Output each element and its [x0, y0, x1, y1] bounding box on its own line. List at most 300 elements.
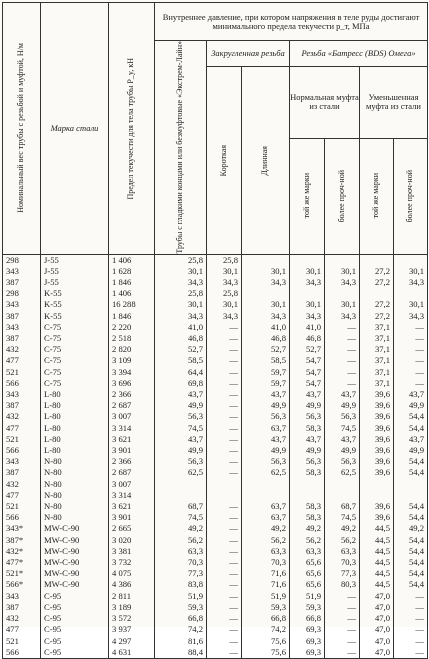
table-row [3, 624, 428, 635]
cell-long: 71,6 [242, 579, 290, 590]
cell-grade: K-55 [41, 288, 109, 299]
cell-yield: 16 288 [109, 299, 155, 310]
cell-normal-higher: 80,3 [325, 579, 360, 590]
cell-yield: 3 621 [109, 434, 155, 445]
table-row [3, 355, 428, 366]
table-row [3, 479, 428, 490]
cell-reduced-higher: — [394, 322, 428, 333]
header-round-thread: Закругленная резьба [207, 41, 290, 67]
cell-reduced-same: 37,1 [360, 355, 394, 366]
table-row [3, 467, 428, 478]
cell-normal-higher: 30,1 [325, 299, 360, 310]
cell-long: 52,7 [242, 344, 290, 355]
cell-reduced-higher: — [394, 624, 428, 635]
cell-grade: L-80 [41, 400, 109, 411]
cell-grade: C-75 [41, 333, 109, 344]
table-row [3, 254, 428, 266]
cell-long: 74,2 [242, 624, 290, 635]
cell-plain: 43,7 [155, 389, 207, 400]
cell-long: 43,7 [242, 389, 290, 400]
cell-weight: 477 [3, 355, 41, 366]
cell-short: 30,1 [207, 299, 242, 310]
table-row [3, 490, 428, 501]
cell-reduced-same: 44,5 [360, 523, 394, 534]
cell-short: — [207, 557, 242, 568]
cell-reduced-same: 37,1 [360, 367, 394, 378]
cell-reduced-higher: — [394, 602, 428, 613]
table-row [3, 423, 428, 434]
cell-normal-same: 56,3 [290, 411, 325, 422]
cell-reduced-same: 47,0 [360, 591, 394, 602]
table-row [3, 299, 428, 310]
cell-weight: 521* [3, 568, 41, 579]
cell-weight: 343 [3, 456, 41, 467]
cell-yield: 4 631 [109, 647, 155, 659]
cell-plain: 64,4 [155, 367, 207, 378]
cell-plain: 69,8 [155, 378, 207, 389]
cell-normal-same: 30,1 [290, 266, 325, 277]
table-row [3, 501, 428, 512]
cell-grade: C-75 [41, 378, 109, 389]
table-row [3, 557, 428, 568]
table-row [3, 546, 428, 557]
cell-plain: 30,1 [155, 266, 207, 277]
table-row [3, 277, 428, 288]
cell-yield: 1 406 [109, 288, 155, 299]
cell-reduced-same: 27,2 [360, 277, 394, 288]
cell-reduced-same: 39,6 [360, 411, 394, 422]
cell-normal-same: 43,7 [290, 434, 325, 445]
cell-weight: 566 [3, 445, 41, 456]
cell-weight: 343 [3, 299, 41, 310]
cell-weight: 477 [3, 423, 41, 434]
cell-grade: N-80 [41, 512, 109, 523]
header-higher-normal [325, 138, 360, 254]
table-row [3, 322, 428, 333]
cell-short: — [207, 322, 242, 333]
cell-reduced-higher: 54,4 [394, 535, 428, 546]
cell-weight: 432 [3, 479, 41, 490]
cell-weight: 387 [3, 277, 41, 288]
cell-weight: 477* [3, 557, 41, 568]
cell-normal-same: 58,3 [290, 512, 325, 523]
cell-reduced-same: 44,5 [360, 557, 394, 568]
cell-weight: 566 [3, 378, 41, 389]
cell-weight: 387 [3, 400, 41, 411]
cell-grade: MW-C-90 [41, 557, 109, 568]
cell-weight: 566 [3, 512, 41, 523]
cell-weight: 566* [3, 579, 41, 590]
cell-normal-same: 69,3 [290, 636, 325, 647]
cell-reduced-same: 39,6 [360, 467, 394, 478]
cell-reduced-same: 44,5 [360, 535, 394, 546]
cell-normal-higher: 30,1 [325, 266, 360, 277]
cell-long: 43,7 [242, 434, 290, 445]
cell-reduced-higher: 54,4 [394, 456, 428, 467]
cell-grade: MW-C-90 [41, 535, 109, 546]
header-higher-normal-text: более проч-ной [336, 169, 346, 223]
cell-short: — [207, 378, 242, 389]
table-row [3, 535, 428, 546]
header-same-grade-reduced [360, 138, 394, 254]
cell-long: 62,5 [242, 467, 290, 478]
cell-plain: 68,7 [155, 501, 207, 512]
cell-reduced-same: 27,2 [360, 266, 394, 277]
header-short-text: Короткая [218, 144, 228, 176]
header-plain-end-text: Трубы с гладкими концами или безмуфтовые «Экстрем-Лайн» [175, 41, 185, 254]
cell-reduced-same [360, 288, 394, 299]
cell-weight: 521 [3, 636, 41, 647]
cell-reduced-higher: 54,4 [394, 423, 428, 434]
cell-reduced-higher: 30,1 [394, 299, 428, 310]
cell-yield: 2 687 [109, 467, 155, 478]
cell-weight: 432 [3, 613, 41, 624]
cell-grade: J-55 [41, 254, 109, 266]
cell-reduced-higher: 49,9 [394, 400, 428, 411]
cell-plain: 56,3 [155, 456, 207, 467]
cell-reduced-higher: 54,4 [394, 579, 428, 590]
header-normal-coupling: Нормальная муфта из стали [290, 67, 360, 139]
cell-normal-same: 34,3 [290, 277, 325, 288]
cell-short: 30,1 [207, 266, 242, 277]
cell-long [242, 288, 290, 299]
table-row [3, 512, 428, 523]
cell-plain: 74,5 [155, 512, 207, 523]
cell-long: 75,6 [242, 647, 290, 659]
cell-normal-same: 54,7 [290, 378, 325, 389]
cell-reduced-same: 44,5 [360, 568, 394, 579]
cell-yield: 3 007 [109, 411, 155, 422]
header-reduced-coupling: Уменьшенная муфта из стали [360, 67, 428, 139]
cell-plain: 63,3 [155, 546, 207, 557]
cell-normal-higher: — [325, 355, 360, 366]
cell-short: — [207, 400, 242, 411]
cell-long: 63,7 [242, 501, 290, 512]
cell-reduced-same: 27,2 [360, 311, 394, 322]
cell-reduced-same: 37,1 [360, 378, 394, 389]
cell-normal-same: 56,2 [290, 535, 325, 546]
cell-plain: 77,3 [155, 568, 207, 579]
cell-normal-higher: 62,5 [325, 467, 360, 478]
cell-reduced-higher: 43,7 [394, 434, 428, 445]
cell-normal-higher [325, 479, 360, 490]
cell-grade: N-80 [41, 479, 109, 490]
cell-short: — [207, 501, 242, 512]
cell-reduced-higher: 54,4 [394, 546, 428, 557]
cell-reduced-same: 39,6 [360, 512, 394, 523]
cell-normal-same: 65,6 [290, 557, 325, 568]
table-row [3, 613, 428, 624]
cell-long [242, 490, 290, 501]
header-plain-end [155, 41, 207, 255]
cell-weight: 343 [3, 322, 41, 333]
table-row [3, 400, 428, 411]
cell-reduced-higher: — [394, 647, 428, 659]
cell-normal-higher [325, 254, 360, 266]
cell-grade: L-80 [41, 389, 109, 400]
cell-weight: 343 [3, 266, 41, 277]
cell-normal-higher: — [325, 333, 360, 344]
cell-reduced-same: 39,6 [360, 389, 394, 400]
cell-short: — [207, 434, 242, 445]
cell-normal-higher: 56,3 [325, 411, 360, 422]
cell-long: 49,9 [242, 400, 290, 411]
cell-reduced-higher: — [394, 333, 428, 344]
cell-plain: 43,7 [155, 434, 207, 445]
cell-grade: MW-C-90 [41, 523, 109, 534]
cell-reduced-same: 39,6 [360, 400, 394, 411]
cell-normal-same: 59,3 [290, 602, 325, 613]
cell-grade: C-75 [41, 344, 109, 355]
cell-normal-higher: — [325, 591, 360, 602]
cell-short: 34,3 [207, 277, 242, 288]
cell-yield: 2 366 [109, 389, 155, 400]
cell-normal-same: 52,7 [290, 344, 325, 355]
cell-grade: C-75 [41, 322, 109, 333]
cell-reduced-same [360, 254, 394, 266]
cell-plain: 49,2 [155, 523, 207, 534]
cell-yield: 4 075 [109, 568, 155, 579]
table-row [3, 445, 428, 456]
cell-short: — [207, 535, 242, 546]
cell-yield: 2 687 [109, 400, 155, 411]
table-row [3, 579, 428, 590]
cell-grade: C-95 [41, 613, 109, 624]
table-header [3, 3, 428, 255]
table-body [3, 254, 428, 658]
cell-long: 41,0 [242, 322, 290, 333]
cell-short: — [207, 333, 242, 344]
cell-reduced-higher: 49,9 [394, 445, 428, 456]
cell-normal-higher: 34,3 [325, 277, 360, 288]
cell-grade: N-80 [41, 456, 109, 467]
cell-grade: K-55 [41, 299, 109, 310]
cell-normal-same: 43,7 [290, 389, 325, 400]
cell-yield: 3 020 [109, 535, 155, 546]
cell-yield: 1 846 [109, 277, 155, 288]
cell-normal-higher: 34,3 [325, 311, 360, 322]
cell-normal-same: 41,0 [290, 322, 325, 333]
cell-plain: 49,9 [155, 400, 207, 411]
cell-long: 49,9 [242, 445, 290, 456]
cell-normal-higher: 43,7 [325, 389, 360, 400]
table-row [3, 602, 428, 613]
cell-long: 70,3 [242, 557, 290, 568]
cell-reduced-higher: 54,4 [394, 557, 428, 568]
cell-reduced-same: 39,6 [360, 456, 394, 467]
cell-normal-higher: — [325, 624, 360, 635]
cell-yield: 4 297 [109, 636, 155, 647]
cell-reduced-higher: 54,4 [394, 501, 428, 512]
cell-short [207, 490, 242, 501]
cell-plain: 56,3 [155, 411, 207, 422]
cell-normal-same: 65,6 [290, 568, 325, 579]
cell-normal-higher [325, 490, 360, 501]
cell-short: — [207, 423, 242, 434]
cell-short: 25,8 [207, 288, 242, 299]
cell-long [242, 479, 290, 490]
cell-weight: 343 [3, 591, 41, 602]
header-nominal-weight [3, 3, 41, 255]
cell-yield: 1 628 [109, 266, 155, 277]
cell-normal-same: 51,9 [290, 591, 325, 602]
cell-reduced-higher: 34,3 [394, 277, 428, 288]
cell-normal-higher: 63,3 [325, 546, 360, 557]
cell-plain: 34,3 [155, 311, 207, 322]
cell-short: 34,3 [207, 311, 242, 322]
cell-reduced-same: 47,0 [360, 636, 394, 647]
cell-long: 34,3 [242, 311, 290, 322]
cell-long: 56,3 [242, 411, 290, 422]
cell-long: 56,3 [242, 456, 290, 467]
cell-normal-higher: 49,9 [325, 400, 360, 411]
table-row [3, 333, 428, 344]
cell-yield: 3 007 [109, 479, 155, 490]
table-row [3, 411, 428, 422]
cell-normal-same [290, 254, 325, 266]
cell-normal-same: 58,3 [290, 467, 325, 478]
table-row [3, 456, 428, 467]
cell-weight: 387 [3, 333, 41, 344]
cell-normal-same: 54,7 [290, 355, 325, 366]
cell-grade: N-80 [41, 501, 109, 512]
header-same-grade-normal [290, 138, 325, 254]
cell-normal-higher: 49,9 [325, 445, 360, 456]
cell-grade: J-55 [41, 266, 109, 277]
cell-reduced-higher: — [394, 367, 428, 378]
cell-normal-same: 49,9 [290, 400, 325, 411]
cell-long: 56,2 [242, 535, 290, 546]
cell-long: 46,8 [242, 333, 290, 344]
cell-plain: 46,8 [155, 333, 207, 344]
header-yield-strength [109, 3, 155, 255]
table-row [3, 288, 428, 299]
cell-normal-same: 58,3 [290, 423, 325, 434]
cell-short: — [207, 367, 242, 378]
cell-long: 30,1 [242, 299, 290, 310]
cell-reduced-higher: — [394, 636, 428, 647]
cell-long: 51,9 [242, 591, 290, 602]
header-same-grade-reduced-text: той же марки [371, 173, 381, 219]
cell-reduced-same: 47,0 [360, 624, 394, 635]
cell-reduced-higher: 54,4 [394, 411, 428, 422]
cell-yield: 3 621 [109, 501, 155, 512]
table-row [3, 266, 428, 277]
cell-reduced-higher: 54,4 [394, 512, 428, 523]
cell-weight: 521 [3, 367, 41, 378]
cell-long: 75,6 [242, 636, 290, 647]
cell-normal-higher: — [325, 647, 360, 659]
cell-normal-same: 69,3 [290, 624, 325, 635]
cell-yield: 2 665 [109, 523, 155, 534]
cell-short [207, 479, 242, 490]
table-row [3, 568, 428, 579]
cell-reduced-same: 44,5 [360, 579, 394, 590]
cell-yield: 3 901 [109, 512, 155, 523]
table-row [3, 378, 428, 389]
cell-reduced-higher [394, 490, 428, 501]
cell-reduced-same: 39,6 [360, 445, 394, 456]
cell-plain: 51,9 [155, 591, 207, 602]
header-higher-reduced-text: более проч-ной [405, 169, 415, 223]
cell-reduced-same: 47,0 [360, 647, 394, 659]
pipe-spec-table [2, 2, 428, 659]
cell-plain: 74,2 [155, 624, 207, 635]
cell-plain: 25,8 [155, 288, 207, 299]
cell-grade: K-55 [41, 311, 109, 322]
cell-plain: 83,8 [155, 579, 207, 590]
cell-reduced-higher: 49,2 [394, 523, 428, 534]
cell-yield: 3 314 [109, 423, 155, 434]
cell-long: 71,6 [242, 568, 290, 579]
cell-normal-higher: — [325, 636, 360, 647]
cell-normal-higher: — [325, 367, 360, 378]
cell-yield: 4 386 [109, 579, 155, 590]
cell-yield: 1 406 [109, 254, 155, 266]
cell-reduced-higher: — [394, 355, 428, 366]
table-row [3, 636, 428, 647]
cell-short: — [207, 389, 242, 400]
cell-plain: 49,9 [155, 445, 207, 456]
cell-reduced-same [360, 490, 394, 501]
cell-reduced-same: 37,1 [360, 322, 394, 333]
cell-reduced-higher: 30,1 [394, 266, 428, 277]
cell-reduced-same: 27,2 [360, 299, 394, 310]
cell-normal-same [290, 288, 325, 299]
cell-normal-same: 49,9 [290, 445, 325, 456]
cell-weight: 566 [3, 647, 41, 659]
cell-normal-higher: 70,3 [325, 557, 360, 568]
cell-long: 59,7 [242, 378, 290, 389]
cell-normal-same: 58,3 [290, 501, 325, 512]
cell-long: 49,2 [242, 523, 290, 534]
cell-short: — [207, 546, 242, 557]
cell-plain [155, 479, 207, 490]
cell-reduced-higher: — [394, 344, 428, 355]
cell-plain [155, 490, 207, 501]
header-long-text: Длинная [260, 145, 270, 176]
cell-normal-same: 49,2 [290, 523, 325, 534]
cell-weight: 521 [3, 434, 41, 445]
cell-yield: 3 314 [109, 490, 155, 501]
cell-yield: 3 901 [109, 445, 155, 456]
cell-short: — [207, 456, 242, 467]
cell-yield: 3 189 [109, 602, 155, 613]
cell-short: — [207, 355, 242, 366]
cell-reduced-same: 39,6 [360, 434, 394, 445]
cell-plain: 74,5 [155, 423, 207, 434]
cell-grade: C-95 [41, 624, 109, 635]
cell-plain: 30,1 [155, 299, 207, 310]
cell-reduced-same: 47,0 [360, 602, 394, 613]
cell-yield: 2 220 [109, 322, 155, 333]
header-long [242, 67, 290, 255]
header-same-grade-normal-text: той же марки [301, 173, 311, 219]
cell-short: — [207, 647, 242, 659]
cell-plain: 59,3 [155, 602, 207, 613]
cell-plain: 88,4 [155, 647, 207, 659]
table-row [3, 367, 428, 378]
cell-normal-same: 54,7 [290, 367, 325, 378]
cell-normal-higher: 56,2 [325, 535, 360, 546]
cell-grade: C-95 [41, 602, 109, 613]
table-row [3, 523, 428, 534]
cell-long: 63,7 [242, 423, 290, 434]
cell-plain: 58,5 [155, 355, 207, 366]
header-nominal-weight-text: Номинальный вес трубы с резьбой и муфтой, Н/м [16, 43, 26, 214]
table-row [3, 434, 428, 445]
cell-long: 59,3 [242, 602, 290, 613]
